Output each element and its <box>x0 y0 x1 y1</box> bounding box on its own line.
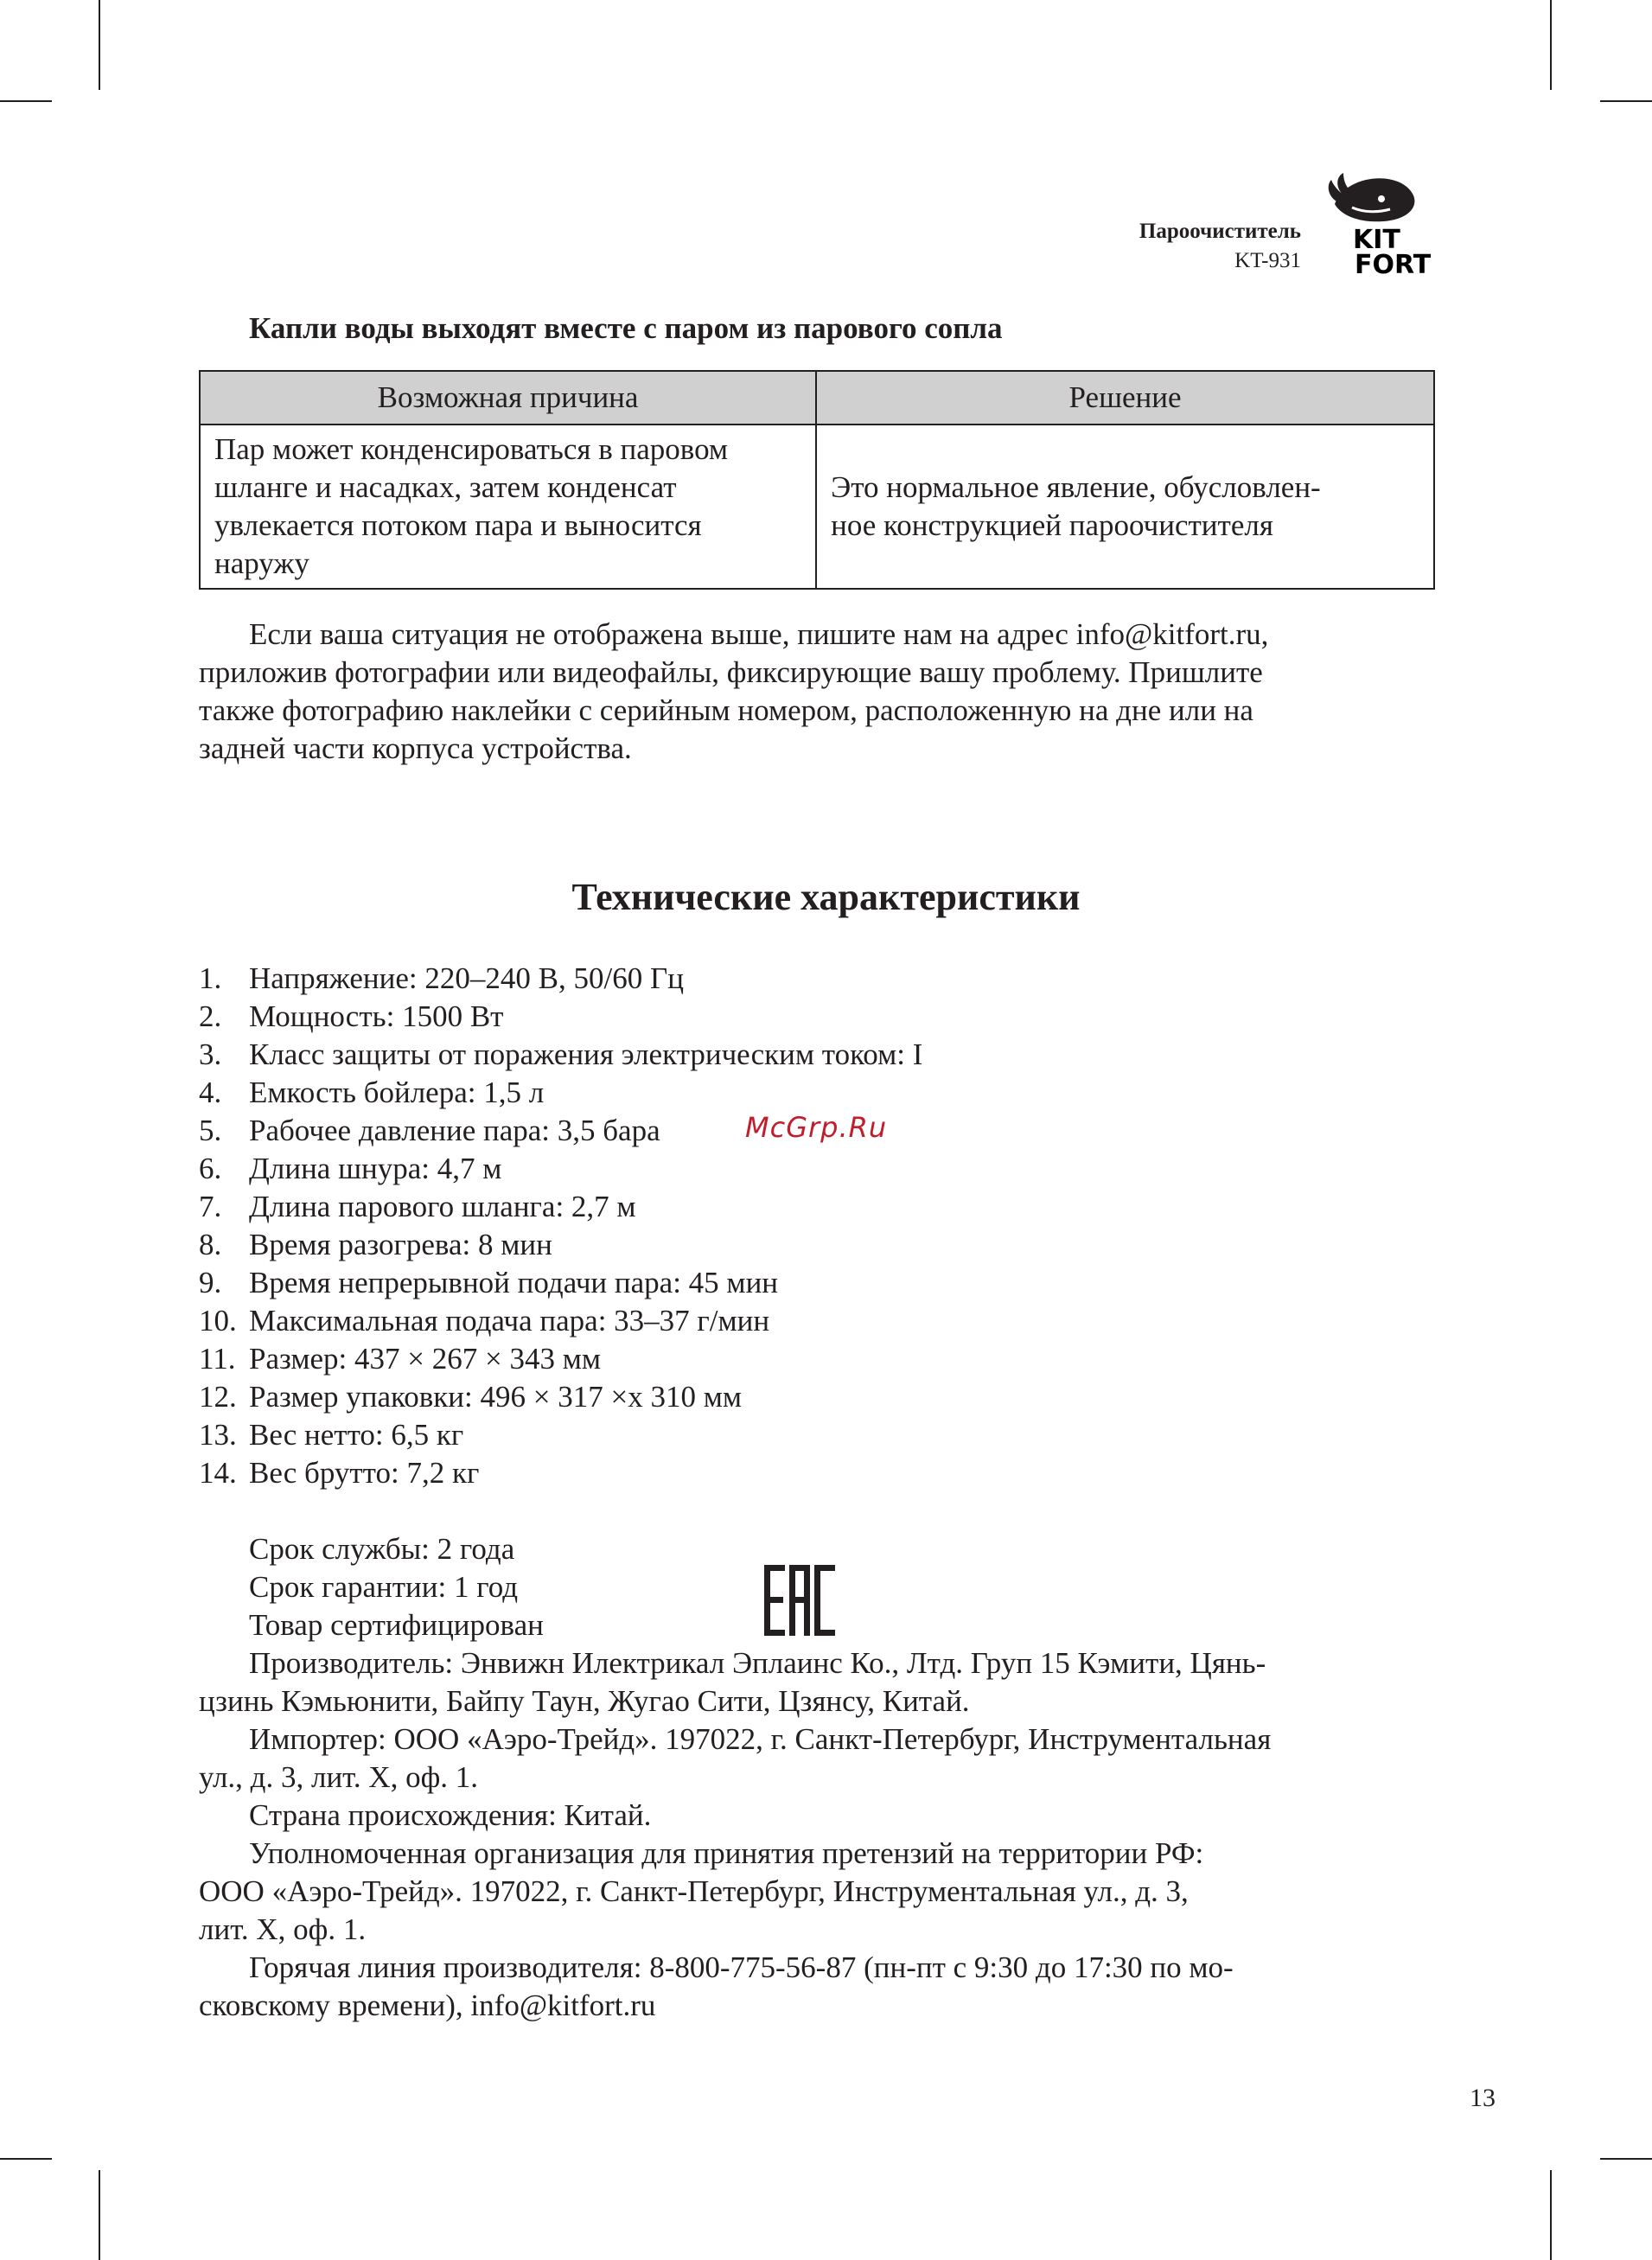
item-number: 11. <box>199 1342 236 1376</box>
product-name: Пароочиститель <box>1139 220 1301 243</box>
list-item <box>199 1074 922 1112</box>
solution-cell <box>816 425 1434 589</box>
item-number: 3. <box>199 1037 222 1071</box>
list-item <box>199 1036 922 1074</box>
item-number: 5. <box>199 1114 222 1147</box>
item-text: Рабочее давление пара: 3,5 бара <box>249 1114 660 1147</box>
eac-mark-icon <box>764 1565 835 1636</box>
table-row <box>200 425 1434 589</box>
contact-paragraph <box>199 616 1444 768</box>
crop-mark <box>1600 100 1652 102</box>
authorized-organization <box>199 1835 1444 1949</box>
crop-mark <box>99 2170 100 2260</box>
item-text: Длина парового шланга: 2,7 м <box>249 1190 636 1223</box>
item-text: Емкость бойлера: 1,5 л <box>249 1076 545 1109</box>
paragraph-line: Производитель: Энвижн Илектрикал Эплаинс Ко., Лтд. Груп 15 Кэмити, Цянь- <box>249 1646 1266 1680</box>
crop-mark <box>1550 2170 1552 2260</box>
page-number: 13 <box>1470 2084 1496 2112</box>
paragraph-line: Если ваша ситуация не отображена выше, пишите нам на адрес info@kitfort.ru, <box>249 617 1269 651</box>
item-number: 9. <box>199 1266 222 1299</box>
list-item <box>199 1264 922 1302</box>
item-text: Вес брутто: 7,2 кг <box>249 1456 480 1490</box>
whale-icon <box>1335 178 1414 221</box>
certification: Товар сертифицирован <box>249 1608 544 1642</box>
paragraph-line: ул., д. 3, лит. Х, оф. 1. <box>199 1760 479 1794</box>
crop-mark <box>1550 0 1552 90</box>
item-number: 7. <box>199 1190 222 1223</box>
item-number: 4. <box>199 1076 222 1109</box>
kitfort-logo <box>1326 168 1438 275</box>
service-life: Срок службы: 2 года <box>249 1532 515 1566</box>
list-item <box>199 1454 922 1492</box>
crop-mark <box>1600 2158 1652 2160</box>
list-item <box>199 1188 922 1226</box>
paragraph-line: Горячая линия производителя: 8-800-775-56-87 (пн-пт с 9:30 до 17:30 по мо- <box>249 1950 1234 1984</box>
paragraph-line: Уполномоченная организация для принятия претензий на территории РФ: <box>249 1836 1204 1870</box>
crop-mark <box>99 0 100 90</box>
item-text: Напряжение: 220–240 В, 50/60 Гц <box>249 961 684 995</box>
item-text: Размер упаковки: 496 × 317 ×х 310 мм <box>249 1380 743 1414</box>
item-number: 1. <box>199 961 222 995</box>
item-text: Размер: 437 × 267 × 343 мм <box>249 1342 602 1376</box>
list-item <box>199 1302 922 1340</box>
column-header-cause: Возможная причина <box>200 371 816 425</box>
crop-mark <box>0 100 52 102</box>
specs-title: Технические характеристики <box>571 876 1081 918</box>
item-text: Время разогрева: 8 мин <box>249 1228 552 1261</box>
item-text: Класс защиты от поражения электрическим током: I <box>249 1037 923 1071</box>
cause-line: Пар может конденсироваться в паровом <box>214 432 729 466</box>
paragraph-line: сковскому времени), info@kitfort.ru <box>199 1989 656 2022</box>
importer <box>199 1721 1444 1797</box>
paragraph-line: также фотографию наклейки с серийным номером, расположенную на дне или на <box>199 693 1253 727</box>
paragraph-line: ООО «Аэро-Трейд». 197022, г. Санкт-Петербург, Инструментальная ул., д. 3, <box>199 1874 1189 1908</box>
item-text: Максимальная подача пара: 33–37 г/мин <box>249 1304 770 1337</box>
item-text: Время непрерывной подачи пара: 45 мин <box>249 1266 779 1299</box>
list-item <box>199 998 922 1036</box>
trouble-table <box>199 370 1435 590</box>
item-text: Мощность: 1500 Вт <box>249 999 504 1033</box>
service-info <box>249 1530 544 1644</box>
list-item <box>199 1378 922 1416</box>
country-of-origin <box>199 1797 1444 1835</box>
model-number: KT-931 <box>1234 249 1301 272</box>
item-number: 13. <box>199 1418 237 1452</box>
paragraph-line: Страна происхождения: Китай. <box>249 1798 652 1832</box>
cause-cell <box>200 425 816 589</box>
item-number: 2. <box>199 999 222 1033</box>
column-header-solution: Решение <box>816 371 1434 425</box>
paragraph-line: Импортер: ООО «Аэро-Трейд». 197022, г. Санкт-Петербург, Инструментальная <box>249 1722 1272 1756</box>
list-item <box>199 1226 922 1264</box>
watermark: McGrp.Ru <box>745 1111 888 1144</box>
item-number: 10. <box>199 1304 237 1337</box>
logo-text-kit: KIT <box>1353 225 1400 255</box>
item-number: 14. <box>199 1456 237 1490</box>
list-item <box>199 1150 922 1188</box>
list-item <box>199 1340 922 1378</box>
list-item <box>199 1416 922 1454</box>
paragraph-line: лит. Х, оф. 1. <box>199 1912 367 1946</box>
item-number: 12. <box>199 1380 237 1414</box>
paragraph-line: задней части корпуса устройства. <box>199 731 632 765</box>
manufacturer <box>199 1644 1444 1721</box>
solution-line: ное конструкцией пароочистителя <box>831 508 1273 542</box>
cause-line: увлекается потоком пара и выносится <box>214 508 702 542</box>
specs-list <box>199 960 922 1492</box>
solution-line: Это нормальное явление, обусловлен- <box>831 470 1321 504</box>
trouble-title: Капли воды выходят вместе с паром из парового сопла <box>249 311 1003 345</box>
item-number: 6. <box>199 1152 222 1185</box>
paragraph-line: цзинь Кэмьюнити, Байпу Таун, Жугао Сити, Цзянсу, Китай. <box>199 1684 970 1718</box>
list-item <box>199 960 922 998</box>
item-text: Вес нетто: 6,5 кг <box>249 1418 464 1452</box>
logo-text-fort: FORT <box>1355 250 1432 275</box>
cause-line: шланге и насадках, затем конденсат <box>214 470 677 504</box>
warranty-period: Срок гарантии: 1 год <box>249 1570 519 1604</box>
page-header <box>1139 217 1301 276</box>
item-number: 8. <box>199 1228 222 1261</box>
item-text: Длина шнура: 4,7 м <box>249 1152 502 1185</box>
paragraph-line: приложив фотографии или видеофайлы, фиксирующие вашу проблему. Пришлите <box>199 655 1263 689</box>
crop-mark <box>0 2158 52 2160</box>
cause-line: наружу <box>214 546 310 580</box>
hotline <box>199 1949 1444 2025</box>
